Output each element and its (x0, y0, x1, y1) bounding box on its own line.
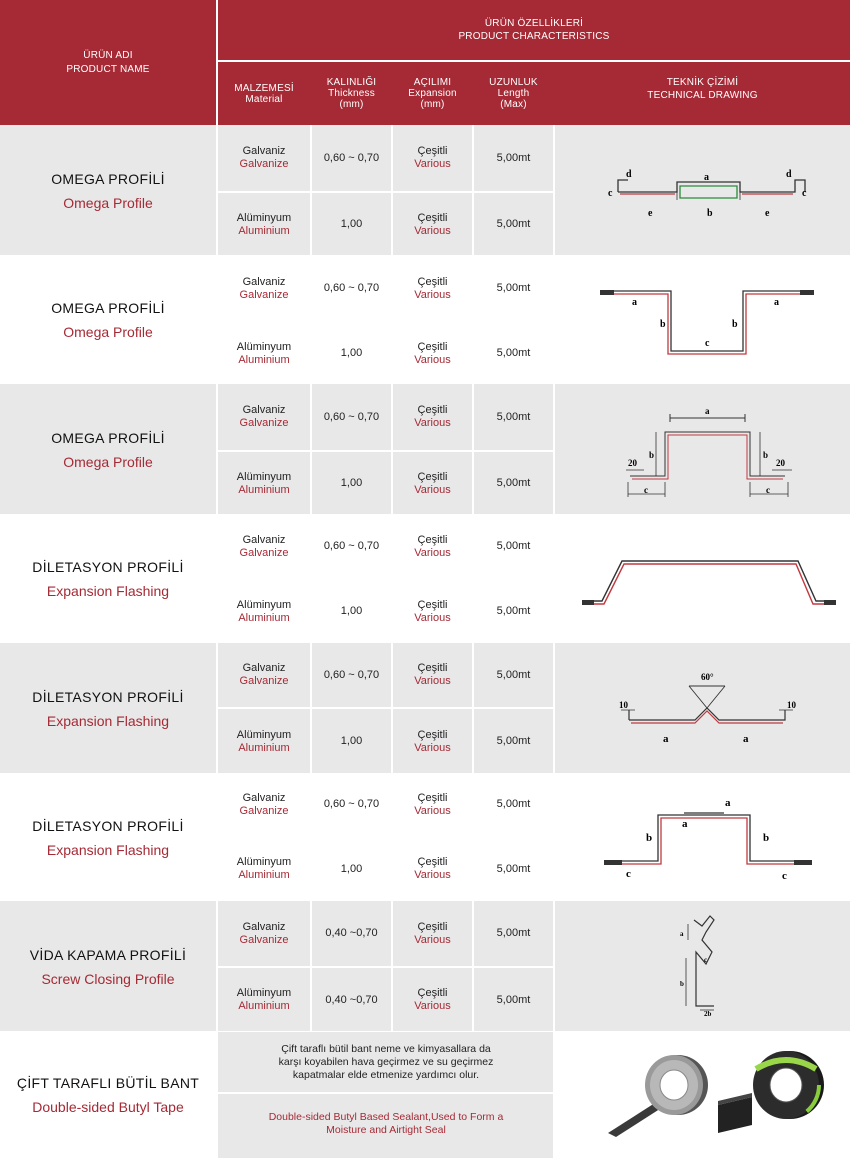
divider (218, 835, 554, 837)
thickness-value: 1,00 (340, 347, 363, 359)
header-expansion-unit: (mm) (420, 99, 445, 110)
expansion-cell (393, 901, 472, 966)
expansion-en: Various (414, 353, 451, 366)
drawing-screw-closing (670, 910, 740, 1020)
length-cell (474, 709, 553, 774)
divider (553, 901, 555, 1032)
product-name-tr: OMEGA PROFİLİ (51, 300, 165, 316)
product-name-cell (0, 515, 216, 643)
length-cell (474, 837, 553, 901)
length-value: 5,00mt (496, 410, 531, 423)
product-name-cell (0, 384, 216, 515)
length-value: 5,00mt (496, 282, 531, 294)
label-10: 10 (619, 700, 628, 710)
expansion-cell (393, 125, 472, 191)
product-name-en: Omega Profile (63, 453, 153, 470)
divider (472, 384, 474, 515)
expansion-tr: Çeşitli (417, 987, 448, 999)
material-en: Galvanize (239, 417, 289, 429)
thickness-value: 0,60 ~ 0,70 (323, 282, 380, 294)
thickness-value: 0,60 ~ 0,70 (323, 798, 380, 810)
divider (310, 901, 312, 1032)
length-value: 5,00mt (496, 605, 531, 617)
divider (218, 450, 554, 452)
length-value: 5,00mt (496, 927, 531, 939)
expansion-cell (393, 452, 472, 515)
divider (472, 515, 474, 643)
length-value: 5,00mt (496, 798, 531, 810)
material-tr: Galvaniz (242, 145, 286, 157)
thickness-value: 0,40 ~0,70 (325, 993, 378, 1006)
divider (472, 256, 474, 384)
material-cell (218, 125, 310, 191)
drawing-expansion-3 (600, 795, 820, 885)
expansion-tr: Çeşitli (417, 145, 448, 157)
expansion-cell (393, 580, 472, 643)
product-name-en: Screw Closing Profile (41, 970, 175, 987)
material-en: Galvanize (239, 804, 289, 817)
material-en: Aluminium (238, 483, 290, 496)
header-characteristics-tr: ÜRÜN ÖZELLİKLERİ (484, 18, 584, 29)
thickness-value: 1,00 (340, 862, 363, 875)
product-name-tr: DİLETASYON PROFİLİ (32, 817, 184, 834)
expansion-cell (393, 256, 472, 321)
length-cell (474, 384, 553, 450)
label-c: c (802, 188, 807, 199)
divider (310, 774, 312, 901)
divider (216, 384, 218, 515)
butyl-description-en-text: Double-sided Butyl Based Sealant,Used to Form a Moisture and Airtight Seal (268, 1111, 504, 1136)
product-name-en: Omega Profile (63, 324, 153, 340)
expansion-cell (393, 709, 472, 774)
label-c: c (704, 956, 708, 964)
thickness-cell (312, 901, 391, 966)
header-material-en: Material (245, 93, 283, 105)
label-a: a (680, 930, 684, 938)
label-b: b (763, 450, 769, 460)
divider (472, 901, 474, 1032)
header-drawing-en: TECHNICAL DRAWING (647, 90, 758, 101)
length-value: 5,00mt (496, 862, 531, 875)
product-name-tr: VİDA KAPAMA PROFİLİ (29, 946, 187, 963)
label-c: c (705, 338, 710, 349)
thickness-cell (312, 193, 391, 256)
product-name-cell (0, 774, 216, 901)
product-name-en: Expansion Flashing (46, 583, 170, 599)
expansion-tr: Çeşitli (417, 662, 448, 674)
expansion-en: Various (414, 869, 451, 881)
divider (216, 1032, 218, 1158)
header-thickness (312, 62, 391, 125)
thickness-cell (312, 452, 391, 515)
thickness-cell (312, 323, 391, 384)
expansion-tr: Çeşitli (417, 211, 448, 224)
expansion-cell (393, 193, 472, 256)
thickness-cell (312, 643, 391, 707)
label-2b: 2b (704, 1010, 712, 1018)
divider (472, 643, 474, 774)
label-a: a (704, 172, 709, 183)
header-length-tr: UZUNLUK (489, 77, 538, 88)
label-10: 10 (787, 700, 796, 710)
divider (218, 321, 554, 323)
header-thickness-tr: KALINLIĞI (326, 77, 377, 88)
header-product-name-tr: ÜRÜN ADI (83, 50, 133, 61)
label-d: d (626, 169, 632, 180)
divider (553, 515, 555, 643)
thickness-cell (312, 709, 391, 774)
material-tr: Alüminyum (236, 728, 292, 741)
label-e: e (648, 208, 653, 219)
thickness-value: 0,60 ~ 0,70 (323, 410, 380, 423)
material-cell (218, 968, 310, 1032)
expansion-tr: Çeşitli (417, 470, 448, 483)
divider (391, 384, 393, 515)
expansion-tr: Çeşitli (417, 791, 448, 804)
label-a: a (743, 733, 749, 745)
product-name-cell (0, 1032, 216, 1158)
label-a: a (705, 406, 710, 416)
expansion-cell (393, 774, 472, 835)
divider (553, 384, 555, 515)
expansion-cell (393, 968, 472, 1032)
material-tr: Alüminyum (236, 340, 292, 353)
expansion-en: Various (414, 611, 451, 624)
expansion-en: Various (414, 158, 451, 170)
product-name-cell (0, 901, 216, 1032)
divider (391, 125, 393, 256)
thickness-cell (312, 580, 391, 643)
label-c: c (644, 485, 648, 495)
thickness-cell (312, 968, 391, 1032)
header-thickness-en: Thickness (328, 88, 375, 99)
expansion-en: Various (414, 741, 451, 754)
label-a: a (774, 297, 779, 308)
divider (391, 256, 393, 384)
divider (553, 643, 555, 774)
thickness-value: 0,40 ~0,70 (325, 927, 378, 939)
length-value: 5,00mt (496, 151, 531, 164)
material-cell (218, 837, 310, 901)
expansion-tr: Çeşitli (417, 920, 448, 933)
divider (391, 643, 393, 774)
expansion-tr: Çeşitli (417, 728, 448, 741)
drawing-omega-2 (598, 283, 818, 358)
product-name-tr: OMEGA PROFİLİ (51, 170, 165, 187)
material-cell (218, 643, 310, 707)
length-cell (474, 452, 553, 515)
material-cell (218, 580, 310, 643)
header-length-unit: (Max) (500, 99, 527, 110)
thickness-cell (312, 515, 391, 578)
divider (216, 774, 218, 901)
material-cell (218, 384, 310, 450)
butyl-tape-black-image (712, 1045, 842, 1140)
thickness-cell (312, 125, 391, 191)
label-c: c (766, 485, 770, 495)
header-product-name-en: PRODUCT NAME (66, 64, 150, 75)
expansion-cell (393, 837, 472, 901)
drawing-expansion-2 (615, 670, 805, 750)
butyl-description-en (268, 1094, 504, 1154)
product-name-cell (0, 643, 216, 774)
product-name-en: Expansion Flashing (46, 841, 170, 858)
material-en: Aluminium (238, 224, 290, 237)
label-b: b (732, 319, 738, 330)
divider (216, 643, 218, 774)
divider (216, 256, 218, 384)
product-name-en: Omega Profile (63, 194, 153, 211)
divider (553, 1032, 555, 1158)
label-d: d (786, 169, 792, 180)
thickness-value: 1,00 (340, 605, 363, 617)
material-tr: Galvaniz (242, 920, 286, 933)
header-expansion-tr: AÇILIMI (413, 77, 452, 88)
label-b: b (680, 980, 684, 988)
divider (216, 125, 218, 256)
product-name-tr: OMEGA PROFİLİ (51, 429, 165, 446)
label-c: c (608, 188, 613, 199)
label-a: a (663, 733, 669, 745)
length-value: 5,00mt (496, 993, 531, 1006)
expansion-en: Various (414, 1000, 451, 1012)
header-expansion-en: Expansion (408, 88, 457, 99)
length-value: 5,00mt (496, 477, 531, 489)
expansion-tr: Çeşitli (417, 856, 448, 868)
expansion-tr: Çeşitli (417, 275, 448, 288)
label-b: b (646, 832, 653, 844)
divider (218, 966, 554, 968)
material-cell (218, 774, 310, 835)
expansion-en: Various (414, 933, 451, 946)
label-c: c (626, 868, 631, 880)
material-tr: Galvaniz (242, 791, 286, 804)
expansion-en: Various (414, 417, 451, 429)
product-name-tr: ÇİFT TARAFLI BÜTİL BANT (16, 1075, 200, 1091)
header-expansion (393, 62, 472, 125)
expansion-cell (393, 384, 472, 450)
length-cell (474, 901, 553, 966)
label-c: c (782, 870, 787, 882)
material-tr: Alüminyum (236, 856, 292, 868)
label-b: b (707, 208, 713, 219)
divider (218, 191, 554, 193)
material-tr: Alüminyum (236, 211, 292, 224)
material-en: Aluminium (238, 611, 290, 624)
label-b: b (660, 319, 666, 330)
thickness-cell (312, 774, 391, 835)
material-cell (218, 709, 310, 774)
thickness-value: 1,00 (340, 735, 363, 747)
length-cell (474, 968, 553, 1032)
material-en: Galvanize (239, 933, 289, 946)
label-b: b (763, 832, 770, 844)
butyl-description-tr-text: Çift taraflı bütil bant neme ve kimyasallara da karşı koyabilen hava geçirmez ve su geçirmez kapatmalar elde etmenize yardımcı olur. (278, 1042, 494, 1081)
header-characteristics-en: PRODUCT CHARACTERISTICS (458, 31, 610, 42)
material-tr: Alüminyum (236, 598, 292, 611)
header-drawing (555, 62, 850, 125)
material-en: Aluminium (238, 1000, 290, 1012)
material-cell (218, 901, 310, 966)
thickness-cell (312, 384, 391, 450)
header-product-name (0, 0, 216, 125)
expansion-tr: Çeşitli (417, 404, 448, 416)
material-en: Aluminium (238, 741, 290, 754)
length-cell (474, 515, 553, 578)
divider (218, 578, 554, 580)
length-cell (474, 125, 553, 191)
material-en: Galvanize (239, 675, 289, 687)
length-cell (474, 643, 553, 707)
expansion-cell (393, 515, 472, 578)
label-a: a (682, 818, 688, 830)
header-drawing-tr: TEKNİK ÇİZİMİ (666, 77, 739, 88)
material-tr: Galvaniz (242, 404, 286, 416)
length-cell (474, 256, 553, 321)
length-value: 5,00mt (496, 347, 531, 359)
label-a: a (632, 297, 637, 308)
material-en: Aluminium (238, 353, 290, 366)
product-name-tr: DİLETASYON PROFİLİ (32, 688, 184, 705)
material-tr: Galvaniz (242, 662, 286, 674)
header-thickness-unit: (mm) (339, 99, 364, 110)
label-60: 60° (701, 672, 714, 682)
expansion-en: Various (414, 483, 451, 496)
divider (218, 707, 554, 709)
butyl-description-tr (270, 1032, 502, 1092)
length-value: 5,00mt (496, 540, 531, 552)
length-value: 5,00mt (496, 735, 531, 747)
divider (391, 774, 393, 901)
divider (216, 901, 218, 1032)
header-characteristics (218, 0, 850, 60)
divider (553, 125, 555, 256)
material-cell (218, 323, 310, 384)
material-tr: Galvaniz (242, 275, 286, 288)
expansion-tr: Çeşitli (417, 533, 448, 546)
butyl-tape-roll-image (600, 1045, 720, 1140)
divider (310, 515, 312, 643)
thickness-value: 1,00 (340, 218, 363, 230)
product-name-en: Expansion Flashing (46, 712, 170, 729)
length-cell (474, 193, 553, 256)
divider (391, 515, 393, 643)
material-cell (218, 515, 310, 578)
divider (310, 256, 312, 384)
material-tr: Alüminyum (236, 470, 292, 483)
product-name-cell (0, 125, 216, 256)
divider (310, 643, 312, 774)
drawing-omega-3 (620, 402, 810, 502)
divider (310, 384, 312, 515)
expansion-cell (393, 323, 472, 384)
header-material (218, 62, 310, 125)
length-value: 5,00mt (496, 218, 531, 230)
material-tr: Galvaniz (242, 533, 286, 546)
divider (553, 774, 555, 901)
expansion-en: Various (414, 804, 451, 817)
drawing-expansion-1 (580, 555, 840, 610)
thickness-value: 1,00 (340, 477, 363, 489)
header-material-tr: MALZEMESİ (234, 82, 294, 94)
length-value: 5,00mt (496, 668, 531, 681)
thickness-cell (312, 837, 391, 901)
header-length-en: Length (497, 88, 530, 99)
divider (310, 125, 312, 256)
header-length (474, 62, 553, 125)
expansion-cell (393, 643, 472, 707)
product-name-cell (0, 256, 216, 384)
divider (472, 125, 474, 256)
divider (218, 60, 850, 62)
length-cell (474, 774, 553, 835)
material-tr: Alüminyum (236, 987, 292, 999)
material-en: Aluminium (238, 869, 290, 881)
label-b: b (649, 450, 655, 460)
expansion-en: Various (414, 675, 451, 687)
length-cell (474, 580, 553, 643)
material-en: Galvanize (239, 158, 289, 170)
product-name-tr: DİLETASYON PROFİLİ (32, 559, 184, 575)
length-cell (474, 323, 553, 384)
divider (391, 901, 393, 1032)
label-20: 20 (776, 458, 785, 468)
material-cell (218, 193, 310, 256)
drawing-omega-1 (600, 160, 820, 230)
expansion-en: Various (414, 224, 451, 237)
divider (553, 256, 555, 384)
expansion-tr: Çeşitli (417, 340, 448, 353)
expansion-en: Various (414, 546, 451, 559)
product-name-en: Double-sided Butyl Tape (32, 1099, 184, 1115)
thickness-cell (312, 256, 391, 321)
divider (216, 515, 218, 643)
label-a: a (725, 797, 731, 809)
thickness-value: 0,60 ~ 0,70 (323, 540, 380, 552)
thickness-value: 0,60 ~ 0,70 (323, 151, 380, 164)
material-cell (218, 256, 310, 321)
label-e: e (765, 208, 770, 219)
divider (472, 774, 474, 901)
material-cell (218, 452, 310, 515)
expansion-en: Various (414, 288, 451, 301)
expansion-tr: Çeşitli (417, 598, 448, 611)
material-en: Galvanize (239, 546, 289, 559)
material-en: Galvanize (239, 288, 289, 301)
divider (216, 0, 218, 125)
label-20: 20 (628, 458, 637, 468)
thickness-value: 0,60 ~ 0,70 (323, 668, 380, 681)
